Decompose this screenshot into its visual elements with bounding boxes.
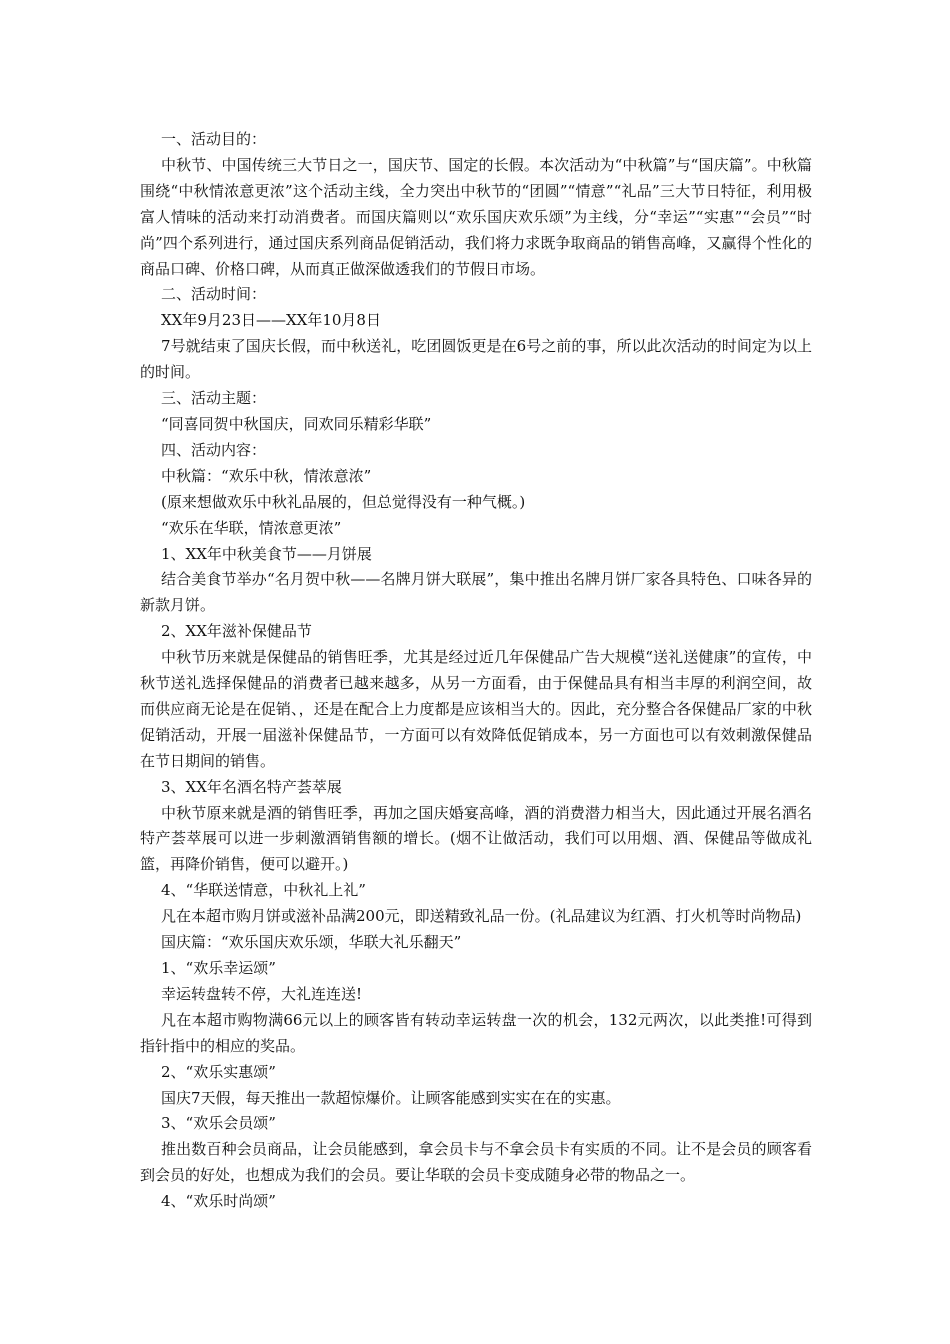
paragraph: 中秋节历来就是保健品的销售旺季，尤其是经过近几年保健品广告大规模“送礼送健康”的宣传，中秋节送礼选择保健品的消费者已越来越多，从另一方面看，由于保健品具有相当丰厚的利润空间，故而供应商无论是在促销、，还是在配合上力度都是应该相当大的。因此，充分整合各保健品厂家的中秋促销活动，开展一届滋补保健品节，一方面可以有效降低促销成本，另一方面也可以有效刺激保健品在节日期间的销售。 [140, 648, 812, 770]
paragraph: 结合美食节举办“名月贺中秋——名牌月饼大联展”，集中推出名牌月饼厂家各具特色、口味各异的新款月饼。 [140, 570, 812, 615]
section-heading-purpose: 一、活动目的： [161, 130, 267, 148]
list-item: 2、XX年滋补保健品节 [161, 622, 312, 641]
paragraph: 7号就结束了国庆长假，而中秋送礼，吃团圆饭更是在6号之前的事，所以此次活动的时间定为以上的时间。 [140, 337, 812, 382]
paragraph: 国庆篇：“欢乐国庆欢乐颂，华联大礼乐翻天” [161, 933, 462, 952]
paragraph: “同喜同贺中秋国庆，同欢同乐精彩华联” [161, 414, 432, 433]
paragraph: 中秋节原来就是酒的销售旺季，再加之国庆婚宴高峰，酒的消费潜力相当大，因此通过开展名酒名特产荟萃展可以进一步刺激酒销售额的增长。(烟不让做活动，我们可以用烟、酒、保健品等做成礼篮，再降价销售，便可以避开。) [140, 803, 812, 874]
paragraph: XX年9月23日——XX年10月8日 [161, 311, 381, 330]
list-item: 1、“欢乐幸运颂” [161, 959, 276, 977]
document-body [140, 127, 812, 1215]
paragraph: 幸运转盘转不停，大礼连连送! [161, 984, 363, 1003]
paragraph: 国庆7天假，每天推出一款超惊爆价。让顾客能感到实实在在的实惠。 [161, 1088, 621, 1107]
list-item: 2、“欢乐实惠颂” [161, 1062, 276, 1081]
paragraph: 凡在本超市购月饼或滋补品满200元，即送精致礼品一份。(礼品建议为红酒、打火机等时尚物品) [161, 907, 802, 926]
section-heading-time: 二、活动时间： [161, 285, 267, 304]
paragraph: (原来想做欢乐中秋礼品展的，但总觉得没有一种气概。) [161, 492, 526, 511]
section-heading-theme: 三、活动主题： [161, 389, 267, 408]
section-heading-content: 四、活动内容： [161, 440, 267, 459]
paragraph: 中秋节、中国传统三大节日之一，国庆节、国定的长假。本次活动为“中秋篇”与“国庆篇”。中秋篇围绕“中秋情浓意更浓”这个活动主线，全力突出中秋节的“团圆”“情意”“礼品”三大节日特征，利用极富人情味的活动来打动消费者。而国庆篇则以“欢乐国庆欢乐颂”为主线，分“幸运”“实惠”“会员”“时尚”四个系列进行，通过国庆系列商品促销活动，我们将力求既争取商品的销售高峰，又赢得个性化的商品口碑、价格口碑，从而真正做深做透我们的节假日市场。 [140, 155, 812, 278]
paragraph: 推出数百种会员商品，让会员能感到，拿会员卡与不拿会员卡有实质的不同。让不是会员的顾客看到会员的好处，也想成为我们的会员。要让华联的会员卡变成随身必带的物品之一。 [140, 1140, 812, 1185]
list-item: 1、XX年中秋美食节——月饼展 [161, 544, 372, 563]
paragraph: 中秋篇：“欢乐中秋，情浓意浓” [161, 466, 372, 485]
paragraph: “欢乐在华联，情浓意更浓” [161, 518, 342, 537]
list-item: 3、“欢乐会员颂” [161, 1114, 276, 1133]
list-item: 3、XX年名酒名特产荟萃展 [161, 777, 342, 796]
list-item: 4、“欢乐时尚颂” [161, 1192, 276, 1211]
paragraph: 凡在本超市购物满66元以上的顾客皆有转动幸运转盘一次的机会，132元两次，以此类推!可得到指针指中的相应的奖品。 [140, 1010, 812, 1055]
list-item: 4、“华联送情意，中秋礼上礼” [161, 881, 366, 900]
